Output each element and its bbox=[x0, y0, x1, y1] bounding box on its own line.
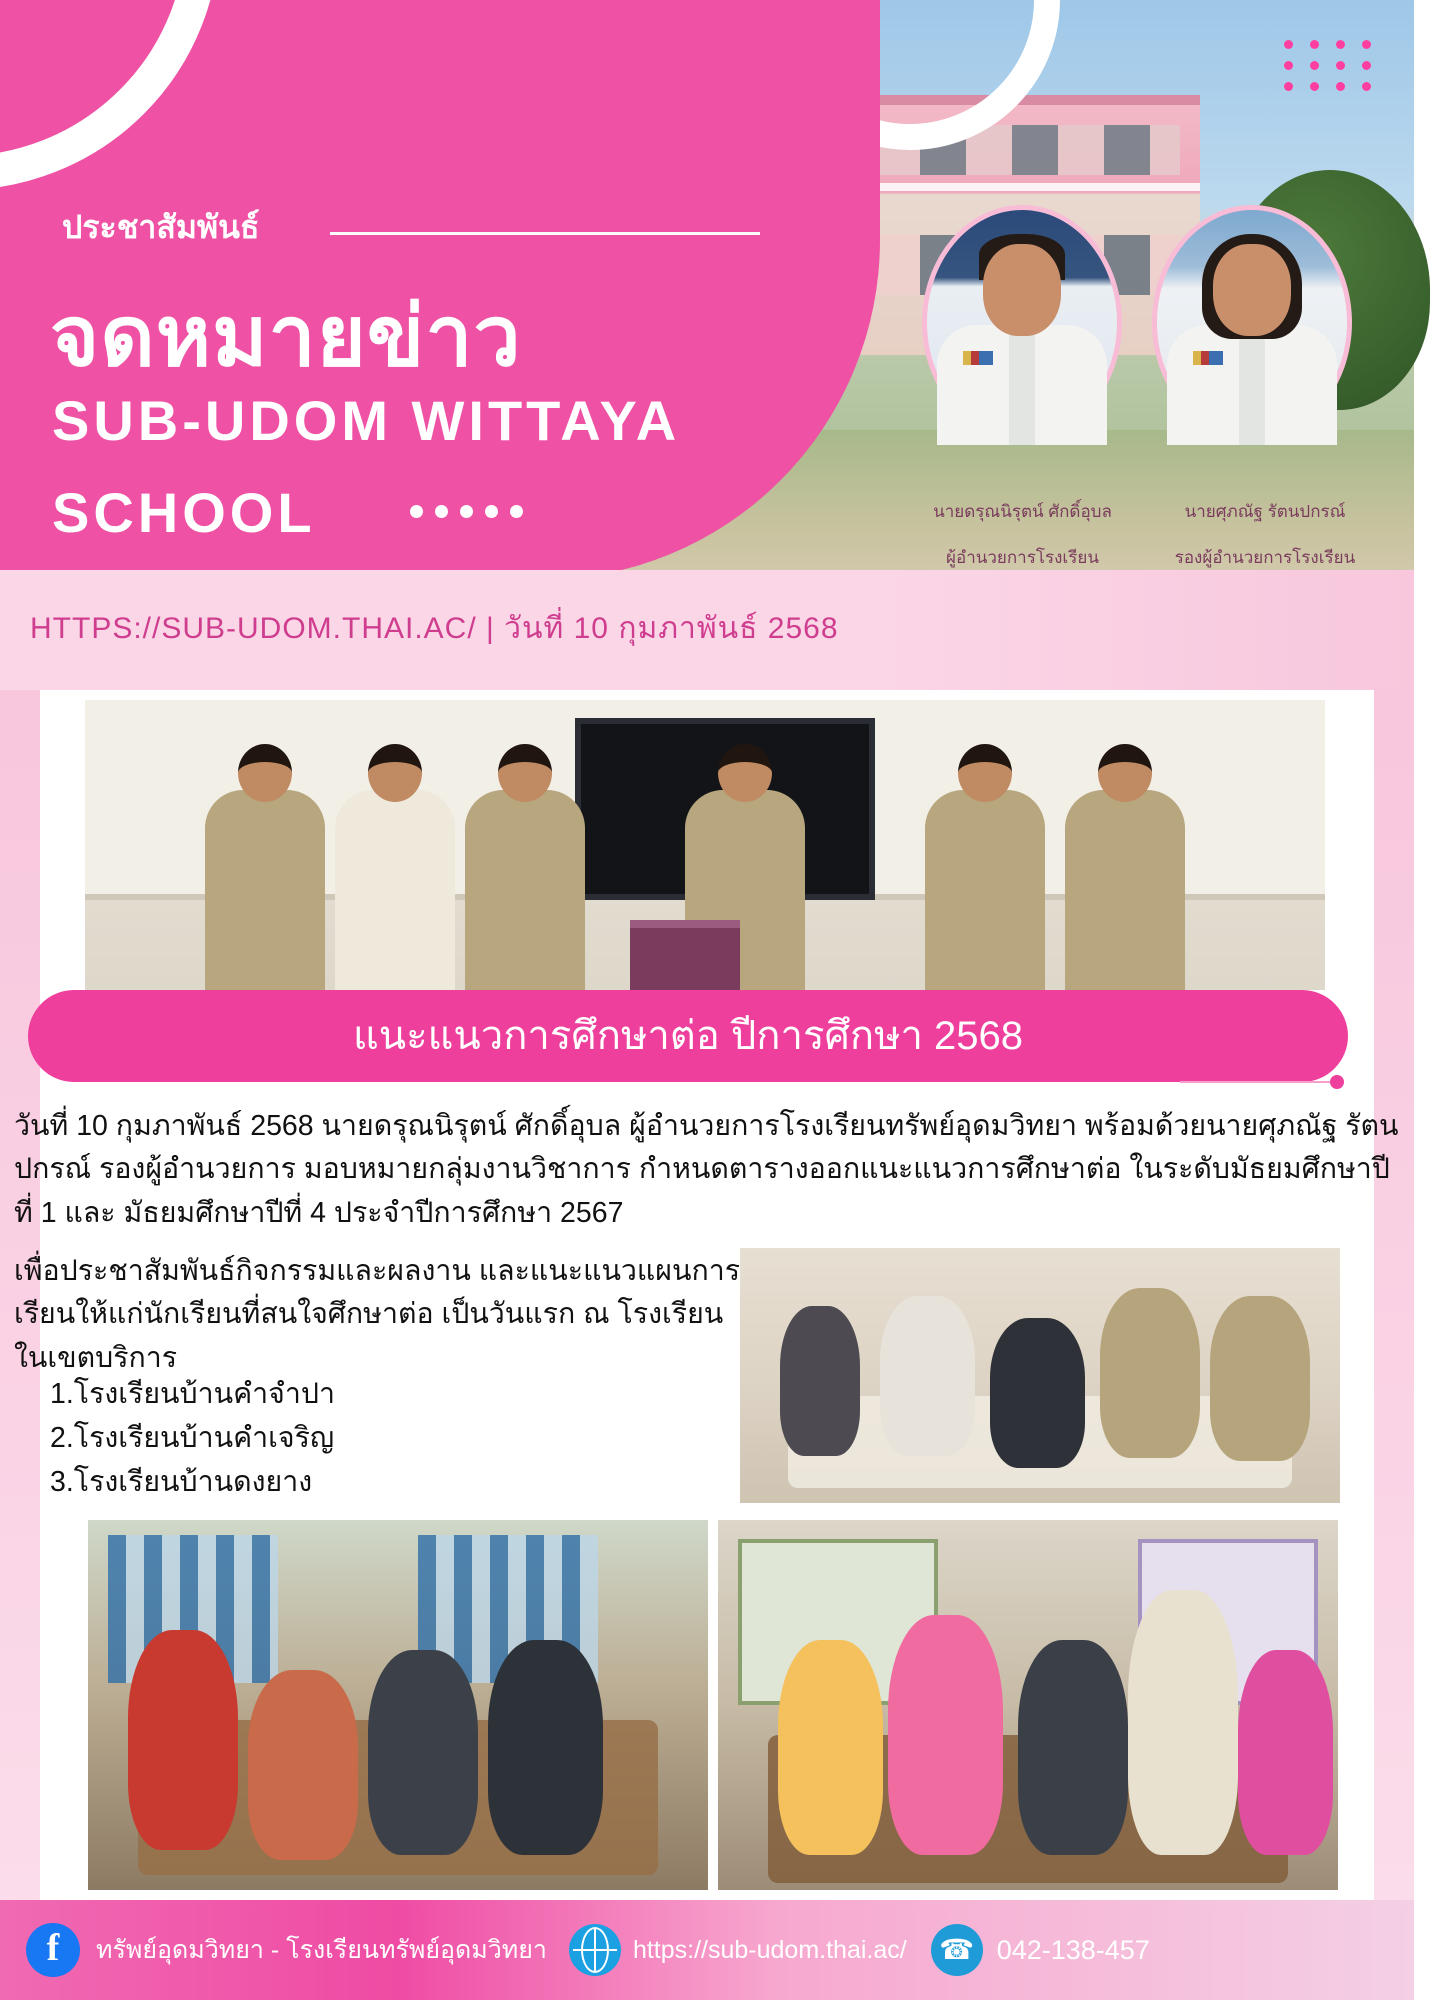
portrait-uniform bbox=[1167, 325, 1337, 445]
teacher-figure bbox=[1210, 1296, 1310, 1461]
student-figure bbox=[1018, 1640, 1128, 1855]
dot-grid-decoration bbox=[1284, 40, 1376, 91]
website-and-date: HTTPS://SUB-UDOM.THAI.AC/ | วันที่ 10 กุมภาพันธ์ 2568 bbox=[30, 612, 839, 645]
list-item: 3.โรงเรียนบ้านดงยาง bbox=[50, 1466, 313, 1499]
page-title-english-line2: SCHOOL bbox=[52, 481, 316, 544]
list-item: 1.โรงเรียนบ้านคำจำปา bbox=[50, 1378, 335, 1410]
teacher-figure bbox=[1128, 1590, 1238, 1855]
student-figure bbox=[1238, 1650, 1333, 1855]
banner-tail-line bbox=[1180, 1081, 1335, 1083]
paragraph-2-text: เพื่อประชาสัมพันธ์กิจกรรมและผลงาน และแนะแนวแผนการเรียนให้แก่นักเรียนที่สนใจศึกษาต่อ เป็นวันแรก ณ โรงเรียนในเขตบริการ bbox=[14, 1255, 741, 1374]
title-dots-decoration bbox=[410, 505, 523, 518]
portrait-name: นายศุภณัฐ รัตนปกรณ์ bbox=[1184, 501, 1346, 521]
person-figure bbox=[925, 790, 1045, 990]
student-figure bbox=[880, 1296, 975, 1456]
article-paragraph-1 bbox=[14, 1105, 1404, 1235]
banner-tail-dot bbox=[1330, 1075, 1344, 1089]
school-list bbox=[50, 1372, 750, 1505]
medal-icon bbox=[963, 351, 993, 365]
gift-box bbox=[630, 920, 740, 990]
student-figure bbox=[888, 1615, 1003, 1855]
student-figure bbox=[990, 1318, 1085, 1468]
student-figure bbox=[368, 1650, 478, 1855]
photo-classroom-right bbox=[718, 1520, 1338, 1890]
portrait-name: นายดรุณนิรุตน์ ศักดิ์อุบล bbox=[933, 501, 1112, 521]
facebook-page-name: ทรัพย์อุดมวิทยา - โรงเรียนทรัพย์อุดมวิทยา bbox=[96, 1936, 547, 1964]
portrait-director bbox=[922, 205, 1122, 440]
facebook-icon[interactable]: f bbox=[26, 1923, 80, 1977]
student-figure bbox=[128, 1630, 238, 1850]
globe-icon[interactable] bbox=[569, 1924, 621, 1976]
phone-number: 042-138-457 bbox=[996, 1934, 1150, 1965]
person-figure bbox=[205, 790, 325, 990]
person-figure bbox=[1065, 790, 1185, 990]
page-title-thai: จดหมายข่าว bbox=[50, 289, 522, 383]
student-figure bbox=[248, 1670, 358, 1860]
page-title-english-line1: SUB-UDOM WITTAYA bbox=[52, 389, 681, 452]
photo-classroom-left bbox=[88, 1520, 708, 1890]
medal-icon bbox=[1193, 351, 1223, 365]
kicker-divider bbox=[330, 232, 760, 235]
kicker-label: ประชาสัมพันธ์ bbox=[62, 209, 260, 245]
paragraph-1-text: วันที่ 10 กุมภาพันธ์ 2568 นายดรุณนิรุตน์ ศักดิ์อุบล ผู้อำนวยการโรงเรียนทรัพย์อุดมวิทยา พร้อมด้วยนายศุภณัฐ รัตนปกรณ์ รองผู้อำนวยการ มอบหมายกลุ่มงานวิชาการ กำหนดตารางออกแนะแนวการศึกษาต่อ ในระดับมัธยมศึกษาปีที่ 1 และ มัธยมศึกษาปีที่ 4 ประจำปีการศึกษา 2567 bbox=[14, 1110, 1399, 1229]
portrait-role: รองผู้อำนวยการโรงเรียน bbox=[1174, 547, 1356, 567]
website-url[interactable]: https://sub-udom.thai.ac/ bbox=[632, 1935, 907, 1964]
student-figure bbox=[778, 1640, 883, 1855]
section-banner: แนะแนวการศึกษาต่อ ปีการศึกษา 2568 bbox=[28, 990, 1348, 1082]
student-figure bbox=[780, 1306, 860, 1456]
teacher-figure bbox=[1100, 1288, 1200, 1458]
person-figure bbox=[335, 790, 455, 990]
right-pink-stripe bbox=[1374, 690, 1414, 1900]
header-section bbox=[0, 0, 1414, 690]
portrait-face bbox=[983, 244, 1061, 336]
phone-icon[interactable]: ☎ bbox=[931, 1924, 983, 1976]
footer-contact-bar bbox=[0, 1900, 1414, 2000]
globe-ring bbox=[581, 1927, 609, 1973]
portrait-role: ผู้อำนวยการโรงเรียน bbox=[946, 547, 1099, 567]
photo-classroom-presentation bbox=[740, 1248, 1340, 1503]
portrait-face bbox=[1213, 244, 1291, 336]
article-paragraph-2 bbox=[14, 1250, 754, 1380]
list-item: 2.โรงเรียนบ้านคำเจริญ bbox=[50, 1422, 335, 1455]
portrait-deputy-director bbox=[1152, 205, 1352, 440]
portrait-uniform bbox=[937, 325, 1107, 445]
person-figure bbox=[465, 790, 585, 990]
student-figure bbox=[488, 1640, 603, 1855]
hero-photo-meeting bbox=[85, 700, 1325, 990]
